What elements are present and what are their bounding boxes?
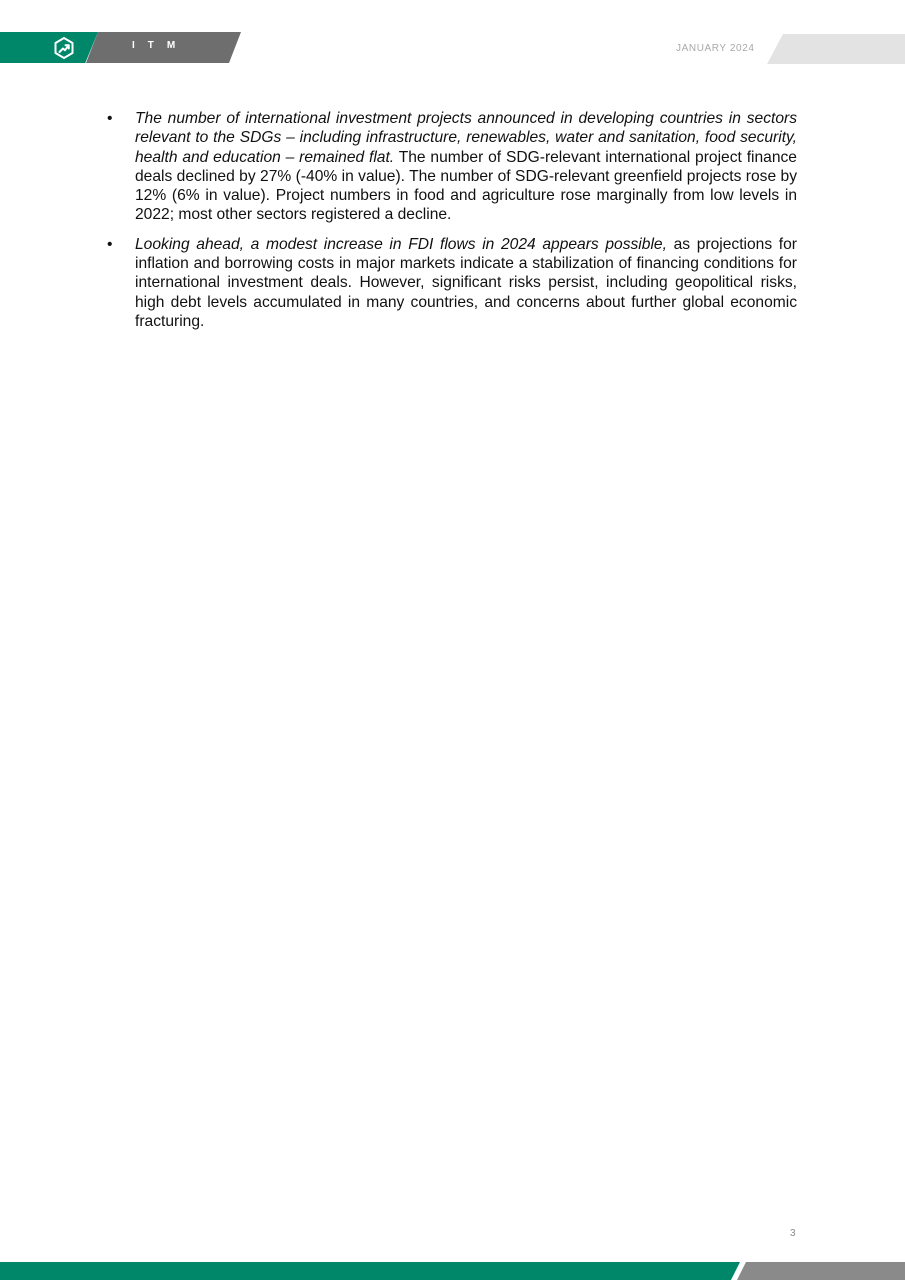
- publication-date: JANUARY 2024: [676, 43, 755, 54]
- bullet-item: [105, 109, 797, 225]
- footer-green-band: [0, 1262, 740, 1280]
- footer-gray-band: [737, 1262, 905, 1280]
- trend-up-logo-icon: [52, 36, 76, 60]
- publication-title: I T M: [132, 40, 176, 51]
- bullet-list: [105, 109, 797, 331]
- bullet-item: [105, 235, 797, 331]
- bullet-text: The number of SDG-relevant international project finance deals declined by 27% (-40% in value). The number of SDG-relevant greenfield projects rose by 12% (6% in value). Project numbers in food and agriculture rose marginally from low levels in 2022; most other sectors registered a decline.: [135, 148, 797, 224]
- bullet-dot-icon: •: [107, 110, 113, 127]
- bullet-lead: The number of international investment projects announced in developing countries in sectors relevant to the SDGs – including infrastructure, renewables, water and sanitation, food security, health and education – remained flat.: [135, 110, 797, 166]
- bullet-lead: Looking ahead, a modest increase in FDI flows in 2024 appears possible,: [135, 235, 667, 253]
- bullet-text: as projections for inflation and borrowing costs in major markets indicate a stabilization of financing conditions for international investment deals. However, significant risks persist, including geopolitical risks, high debt levels accumulated in many countries, and concerns about further global economic fracturing.: [135, 235, 798, 330]
- header-light-band: [767, 34, 905, 64]
- bullet-dot-icon: •: [107, 235, 113, 253]
- page-number: 3: [790, 1228, 796, 1239]
- main-content: [105, 109, 797, 341]
- header-green-band: [0, 32, 98, 63]
